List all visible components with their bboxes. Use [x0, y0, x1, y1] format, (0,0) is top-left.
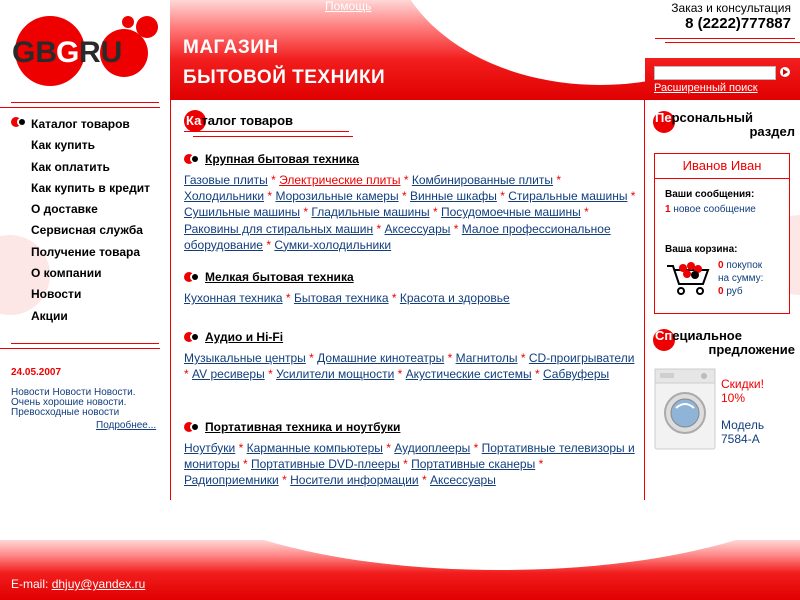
category-link[interactable]: Гладильные машины	[311, 205, 430, 220]
main-navigation	[0, 116, 170, 329]
site-logo[interactable]	[0, 0, 170, 100]
email-link[interactable]: dhjuy@yandex.ru	[51, 577, 146, 591]
category-link[interactable]: Комбинированные плиты	[411, 173, 554, 187]
logo-area	[0, 0, 170, 100]
category-link[interactable]: CD-проигрыватели	[528, 351, 635, 365]
category-link[interactable]: Сумки-холодильники	[274, 237, 392, 252]
news-more-link[interactable]: Подробнее...	[96, 420, 157, 431]
category-link[interactable]: Холодильники	[184, 189, 265, 204]
search-submit-icon[interactable]	[780, 67, 790, 77]
category-link[interactable]: Носители информации	[290, 473, 419, 488]
category-link[interactable]: AV ресиверы	[192, 367, 265, 382]
footer	[0, 540, 800, 600]
category-link[interactable]: Бытовая техника	[293, 291, 389, 305]
store-title-line1: МАГАЗИН	[183, 37, 279, 58]
personal-heading: Персональный раздел	[655, 110, 795, 139]
washing-machine-image[interactable]	[654, 368, 716, 450]
svg-text:GB: GB	[12, 36, 57, 69]
category-link[interactable]: Музыкальные центры	[184, 351, 306, 365]
section-title: Мелкая бытовая техника	[205, 270, 354, 284]
category-link[interactable]: Портативные сканеры	[411, 457, 536, 472]
order-label: Заказ и консультация	[671, 1, 791, 15]
messages-count: 1	[665, 204, 671, 215]
footer-email: E-mail: dhjuy@yandex.ru	[11, 577, 146, 591]
special-model: Модель 7584-А	[721, 418, 765, 446]
category-link[interactable]: Малое профессиональное оборудование	[184, 221, 611, 252]
catalog-main: Каталог товаров Крупная бытовая техника Газовые плиты * Электрические плиты * Комбинированные плиты * Холодильники * Морозильные камеры * Винные шкафы * Стиральные машины * Сушильные машины * Гладильные машины * Посудомоечные машины * Раковины для стиральных машин * Аксессуары * Малое профессиональное оборудование * Сумки-холодильники Мелкая бытовая техника Кухонная техника * Бытовая техника * Красота и здоровье Аудио и Hi-Fi Музыкальные центры * Домашние кинотеатры * Магнитолы * CD-проигрыватели * AV ресиверы * Усилители мощности * Акустические системы * Сабвуферы Портативная техника и ноутбуки Ноутбуки * Карманные компьютеры * Аудиоплееры * Портативные телевизоры и мониторы * Портативные DVD-плееры * Портативные сканеры * Радиоприемники * Носители информации * Аксессуары	[171, 100, 644, 500]
nav-item-promotions[interactable]: Акции	[31, 308, 68, 323]
category-link[interactable]: Акустические системы	[405, 367, 532, 382]
category-link[interactable]: Карманные компьютеры	[246, 441, 383, 455]
category-link[interactable]: Электрические плиты	[279, 173, 401, 187]
category-link[interactable]: Аудиоплееры	[394, 441, 471, 455]
category-link[interactable]: Посудомоечные машины	[440, 205, 581, 220]
nav-item-about[interactable]: О компании	[31, 266, 102, 281]
category-link[interactable]: Портативные DVD-плееры	[250, 457, 400, 472]
category-link[interactable]: Сабвуферы	[542, 367, 610, 382]
category-link[interactable]: Сушильные машины	[184, 205, 301, 220]
bullet-icon	[184, 154, 200, 164]
personal-box	[654, 153, 790, 314]
category-link[interactable]: Аксессуары	[429, 473, 496, 488]
bullet-icon	[11, 117, 27, 127]
nav-item-catalog[interactable]: Каталог товаров	[0, 116, 170, 137]
catalog-section-small	[184, 270, 639, 306]
right-sidebar	[645, 100, 800, 500]
catalog-section-portable	[184, 420, 639, 489]
header-banner	[170, 0, 645, 100]
nav-item-credit[interactable]: Как купить в кредит	[31, 180, 150, 195]
cart-label: Ваша корзина:	[665, 244, 738, 255]
category-link[interactable]: Раковины для стиральных машин	[184, 221, 374, 236]
section-title: Портативная техника и ноутбуки	[205, 420, 401, 434]
help-link[interactable]: Помощь	[325, 0, 372, 13]
phone-number: 8 (2222)777887	[685, 15, 791, 32]
catalog-section-audio	[184, 330, 639, 382]
section-title: Аудио и Hi-Fi	[205, 330, 284, 344]
messages-label: Ваши сообщения:	[665, 189, 755, 200]
svg-text:G: G	[56, 36, 80, 69]
category-link[interactable]: Домашние кинотеатры	[317, 351, 445, 365]
news-text: Новости Новости Новости. Очень хорошие новости. Превосходные новости	[11, 387, 136, 418]
section-links: Музыкальные центры * Домашние кинотеатры * Магнитолы * CD-проигрыватели * AV ресиверы * Усилители мощности * Акустические системы * Сабвуферы	[184, 351, 635, 382]
category-link[interactable]: Портативные телевизоры и мониторы	[184, 441, 635, 472]
category-link[interactable]: Газовые плиты	[184, 173, 268, 187]
category-link[interactable]: Стиральные машины	[508, 189, 628, 204]
advanced-search-link[interactable]: Расширенный поиск	[654, 82, 758, 94]
svg-text:RU: RU	[79, 36, 123, 69]
nav-item-how-to-pay[interactable]: Как оплатить	[31, 159, 110, 174]
bullet-icon	[184, 422, 200, 432]
left-sidebar	[0, 100, 170, 500]
section-links: Ноутбуки * Карманные компьютеры * Аудиоплееры * Портативные телевизоры и мониторы * Портативные DVD-плееры * Портативные сканеры * Радиоприемники * Носители информации * Аксессуары	[184, 441, 635, 488]
category-link[interactable]: Ноутбуки	[184, 441, 236, 455]
category-link[interactable]: Кухонная техника	[184, 291, 283, 305]
category-link[interactable]: Магнитолы	[455, 351, 518, 365]
category-link[interactable]: Винные шкафы	[409, 189, 497, 204]
section-links: Кухонная техника * Бытовая техника * Красота и здоровье	[184, 291, 510, 305]
category-link[interactable]: Радиоприемники	[184, 473, 279, 488]
header	[0, 0, 800, 100]
category-link[interactable]: Аксессуары	[384, 221, 451, 236]
news-date: 24.05.2007	[11, 367, 62, 378]
section-title: Крупная бытовая техника	[205, 152, 359, 166]
store-title-line2: БЫТОВОЙ ТЕХНИКИ	[183, 67, 386, 88]
special-discount[interactable]: Скидки! 10%	[721, 377, 764, 405]
user-name[interactable]: Иванов Иван	[682, 158, 762, 173]
category-link[interactable]: Морозильные камеры	[275, 189, 399, 204]
shopping-cart-icon[interactable]	[665, 260, 711, 296]
cart-summary: 0 покупок на сумму: 0 руб	[718, 260, 764, 297]
search-label: Поиск	[604, 66, 641, 80]
category-link[interactable]: Красота и здоровье	[399, 291, 510, 305]
nav-item-service[interactable]: Сервисная служба	[31, 223, 143, 238]
nav-item-delivery[interactable]: О доставке	[31, 202, 98, 217]
store-title	[183, 33, 385, 93]
special-heading: Специальное предложение	[655, 328, 795, 357]
nav-item-how-to-buy[interactable]: Как купить	[31, 138, 96, 153]
messages-link[interactable]: 1 новое сообщение	[665, 204, 756, 215]
category-link[interactable]: Усилители мощности	[276, 367, 395, 382]
nav-item-news[interactable]: Новости	[31, 287, 82, 302]
bullet-icon	[184, 332, 200, 342]
bullet-icon	[184, 272, 200, 282]
catalog-section-large	[184, 152, 639, 253]
search-input[interactable]	[654, 66, 776, 80]
nav-item-pickup[interactable]: Получение товара	[31, 244, 141, 259]
section-links: Газовые плиты * Электрические плиты * Комбинированные плиты * Холодильники * Морозильные камеры * Винные шкафы * Стиральные машины * Сушильные машины * Гладильные машины * Посудомоечные машины * Раковины для стиральных машин * Аксессуары * Малое профессиональное оборудование * Сумки-холодильники	[184, 173, 636, 252]
